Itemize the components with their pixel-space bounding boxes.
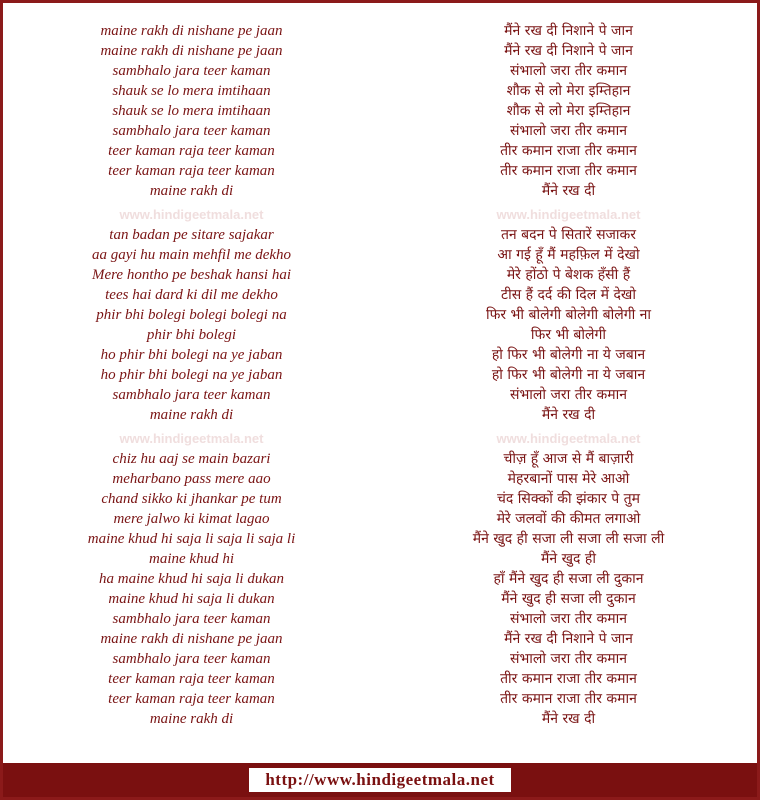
lyrics-line [3, 161, 757, 181]
lyrics-roman: maine khud hi saja li saja li saja li [87, 531, 296, 547]
lyrics-roman: maine khud hi [149, 551, 234, 567]
lyrics-devanagari: शौक से लो मेरा इम्तिहान [506, 83, 631, 99]
lyrics-devanagari: हो फिर भी बोलेगी ना ये जबान [491, 347, 646, 363]
lyrics-roman: shauk se lo mera imtihaan [112, 103, 271, 119]
lyrics-line [3, 41, 757, 61]
lyrics-devanagari: मैंने रख दी [541, 711, 596, 727]
lyrics-devanagari: संभालो जरा तीर कमान [510, 387, 627, 403]
lyrics-line [3, 21, 757, 41]
lyrics-roman: maine rakh di [149, 711, 234, 727]
lyrics-line [3, 449, 757, 469]
lyrics-roman: chiz hu aaj se main bazari [112, 451, 271, 467]
lyrics-line [3, 569, 757, 589]
lyrics-roman: aa gayi hu main mehfil me dekho [91, 247, 292, 263]
site-url[interactable]: http://www.hindigeetmala.net [248, 767, 511, 793]
lyrics-roman: ho phir bhi bolegi na ye jaban [100, 347, 283, 363]
lyrics-roman: shauk se lo mera imtihaan [112, 83, 271, 99]
lyrics-devanagari: मेरे होंठो पे बेशक हँसी हैं [506, 267, 631, 283]
lyrics-line [3, 245, 757, 265]
lyrics-line [3, 225, 757, 245]
lyrics-devanagari: शौक से लो मेरा इम्तिहान [506, 103, 631, 119]
lyrics-devanagari: हाँ मैंने खुद ही सजा ली दुकान [493, 571, 644, 587]
lyrics-line [3, 325, 757, 345]
lyrics-line [3, 385, 757, 405]
lyrics-roman: teer kaman raja teer kaman [108, 691, 275, 707]
lyrics-container [3, 3, 757, 729]
watermark-right: www.hindigeetmala.net [496, 206, 641, 222]
lyrics-roman: phir bhi bolegi [146, 327, 237, 343]
lyrics-line [3, 529, 757, 549]
lyrics-roman: maine rakh di nishane pe jaan [100, 631, 283, 647]
lyrics-devanagari: तीर कमान राजा तीर कमान [500, 163, 637, 179]
lyrics-devanagari: आ गई हूँ मैं महफ़िल में देखो [497, 247, 640, 263]
footer-bar [3, 763, 757, 797]
watermark-right: www.hindigeetmala.net [496, 430, 641, 446]
watermark-row [3, 427, 757, 449]
lyrics-line [3, 609, 757, 629]
lyrics-line [3, 469, 757, 489]
lyrics-line [3, 141, 757, 161]
lyrics-line [3, 589, 757, 609]
lyrics-devanagari: चंद सिक्कों की झंकार पे तुम [496, 491, 641, 507]
lyrics-devanagari: मैंने रख दी निशाने पे जान [504, 23, 633, 39]
lyrics-devanagari: तन बदन पे सितारें सजाकर [500, 227, 637, 243]
lyrics-roman: sambhalo jara teer kaman [112, 651, 271, 667]
lyrics-roman: teer kaman raja teer kaman [108, 143, 275, 159]
lyrics-line [3, 305, 757, 325]
lyrics-roman: ha maine khud hi saja li dukan [99, 571, 284, 587]
lyrics-line [3, 489, 757, 509]
lyrics-roman: phir bhi bolegi bolegi bolegi na [96, 307, 287, 323]
lyrics-line [3, 549, 757, 569]
lyrics-line [3, 181, 757, 201]
lyrics-roman: teer kaman raja teer kaman [108, 671, 275, 687]
lyrics-devanagari: संभालो जरा तीर कमान [510, 63, 627, 79]
lyrics-roman: maine rakh di [149, 407, 234, 423]
lyrics-line [3, 365, 757, 385]
lyrics-devanagari: मेहरबानों पास मेरे आओ [507, 471, 630, 487]
lyrics-roman: sambhalo jara teer kaman [112, 123, 271, 139]
lyrics-roman: teer kaman raja teer kaman [108, 163, 275, 179]
lyrics-devanagari: तीर कमान राजा तीर कमान [500, 143, 637, 159]
lyrics-line [3, 121, 757, 141]
lyrics-devanagari: मैंने रख दी [541, 183, 596, 199]
lyrics-devanagari: मैंने खुद ही [541, 551, 596, 567]
lyrics-line [3, 61, 757, 81]
lyrics-line [3, 265, 757, 285]
lyrics-roman: maine khud hi saja li dukan [108, 591, 275, 607]
lyrics-roman: tan badan pe sitare sajakar [109, 227, 274, 243]
lyrics-roman: maine rakh di nishane pe jaan [100, 43, 283, 59]
lyrics-devanagari: टीस हैं दर्द की दिल में देखो [501, 287, 636, 303]
lyrics-line [3, 629, 757, 649]
lyrics-line [3, 81, 757, 101]
lyrics-roman: meharbano pass mere aao [112, 471, 271, 487]
lyrics-roman: sambhalo jara teer kaman [112, 611, 271, 627]
lyrics-stanza [3, 225, 757, 425]
lyrics-roman: ho phir bhi bolegi na ye jaban [100, 367, 283, 383]
lyrics-devanagari: फिर भी बोलेगी [530, 327, 607, 343]
watermark-left: www.hindigeetmala.net [119, 206, 264, 222]
lyrics-roman: tees hai dard ki dil me dekho [105, 287, 278, 303]
lyrics-devanagari: संभालो जरा तीर कमान [510, 611, 627, 627]
lyrics-stanza [3, 21, 757, 201]
lyrics-line [3, 649, 757, 669]
lyrics-line [3, 101, 757, 121]
lyrics-devanagari: तीर कमान राजा तीर कमान [500, 671, 637, 687]
lyrics-devanagari: मेरे जलवों की कीमत लगाओ [496, 511, 641, 527]
watermark-left: www.hindigeetmala.net [119, 430, 264, 446]
lyrics-devanagari: संभालो जरा तीर कमान [510, 123, 627, 139]
lyrics-line [3, 509, 757, 529]
lyrics-roman: chand sikko ki jhankar pe tum [101, 491, 282, 507]
lyrics-devanagari: संभालो जरा तीर कमान [510, 651, 627, 667]
lyrics-line [3, 709, 757, 729]
watermark-row [3, 203, 757, 225]
lyrics-roman: maine rakh di [149, 183, 234, 199]
lyrics-devanagari: मैंने खुद ही सजा ली दुकान [501, 591, 636, 607]
lyrics-roman: Mere hontho pe beshak hansi hai [92, 267, 291, 283]
lyrics-roman: sambhalo jara teer kaman [112, 387, 271, 403]
lyrics-devanagari: मैंने रख दी निशाने पे जान [504, 43, 633, 59]
lyrics-roman: maine rakh di nishane pe jaan [100, 23, 283, 39]
lyrics-devanagari: फिर भी बोलेगी बोलेगी बोलेगी ना [485, 307, 652, 323]
lyrics-line [3, 669, 757, 689]
lyrics-devanagari: चीज़ हूँ आज से मैं बाज़ारी [503, 451, 634, 467]
lyrics-devanagari: हो फिर भी बोलेगी ना ये जबान [491, 367, 646, 383]
lyrics-line [3, 689, 757, 709]
lyrics-line [3, 345, 757, 365]
lyrics-stanza [3, 449, 757, 729]
lyrics-roman: sambhalo jara teer kaman [112, 63, 271, 79]
lyrics-devanagari: तीर कमान राजा तीर कमान [500, 691, 637, 707]
lyrics-devanagari: मैंने रख दी [541, 407, 596, 423]
lyrics-line [3, 285, 757, 305]
lyrics-line [3, 405, 757, 425]
lyrics-devanagari: मैंने खुद ही सजा ली सजा ली सजा ली [472, 531, 665, 547]
lyrics-roman: mere jalwo ki kimat lagao [113, 511, 270, 527]
lyrics-devanagari: मैंने रख दी निशाने पे जान [504, 631, 633, 647]
